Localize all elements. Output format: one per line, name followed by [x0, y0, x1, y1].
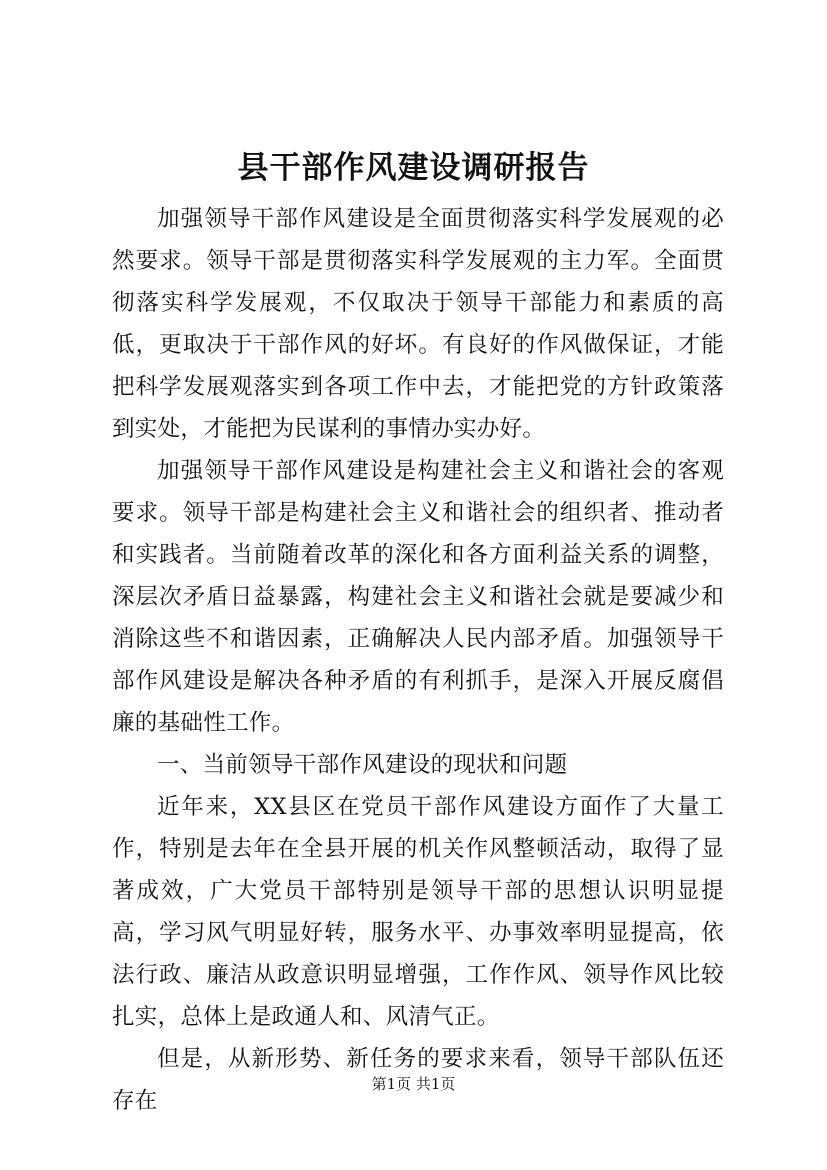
paragraph: 但是，从新形势、新任务的要求来看，领导干部队伍还存在 [112, 1046, 724, 1114]
paragraph: 加强领导干部作风建设是全面贯彻落实科学发展观的必然要求。领导干部是贯彻落实科学发展观的主力军。全面贯彻落实科学发展观，不仅取决于领导干部能力和素质的高低，更取决于干部作风的好坏。有良好的作风做保证，才能把科学发展观落实到各项工作中去，才能把党的方针政策落到实处，才能把为民谋利的事情办实办好。 [112, 206, 724, 442]
document-title: 县干部作风建设调研报告 [237, 150, 590, 186]
paragraph: 加强领导干部作风建设是构建社会主义和谐社会的客观要求。领导干部是构建社会主义和谐社会的组织者、推动者和实践者。当前随着改革的深化和各方面利益关系的调整，深层次矛盾日益暴露，构建社会主义和谐社会就是要减少和消除这些不和谐因素，正确解决人民内部矛盾。加强领导干部作风建设是解决各种矛盾的有利抓手，是深入开展反腐倡廉的基础性工作。 [112, 458, 724, 736]
document-body [112, 198, 724, 1122]
page-footer: 第1页 共1页 [371, 1075, 456, 1093]
section-heading: 一、当前领导干部作风建设的现状和问题 [157, 752, 568, 778]
paragraph: 近年来，XX县区在党员干部作风建设方面作了大量工作，特别是去年在全县开展的机关作风整顿活动，取得了显著成效，广大党员干部特别是领导干部的思想认识明显提高，学习风气明显好转，服务水平、办事效率明显提高，依法行政、廉洁从政意识明显增强，工作作风、领导作风比较扎实，总体上是政通人和、风清气正。 [112, 794, 724, 1030]
